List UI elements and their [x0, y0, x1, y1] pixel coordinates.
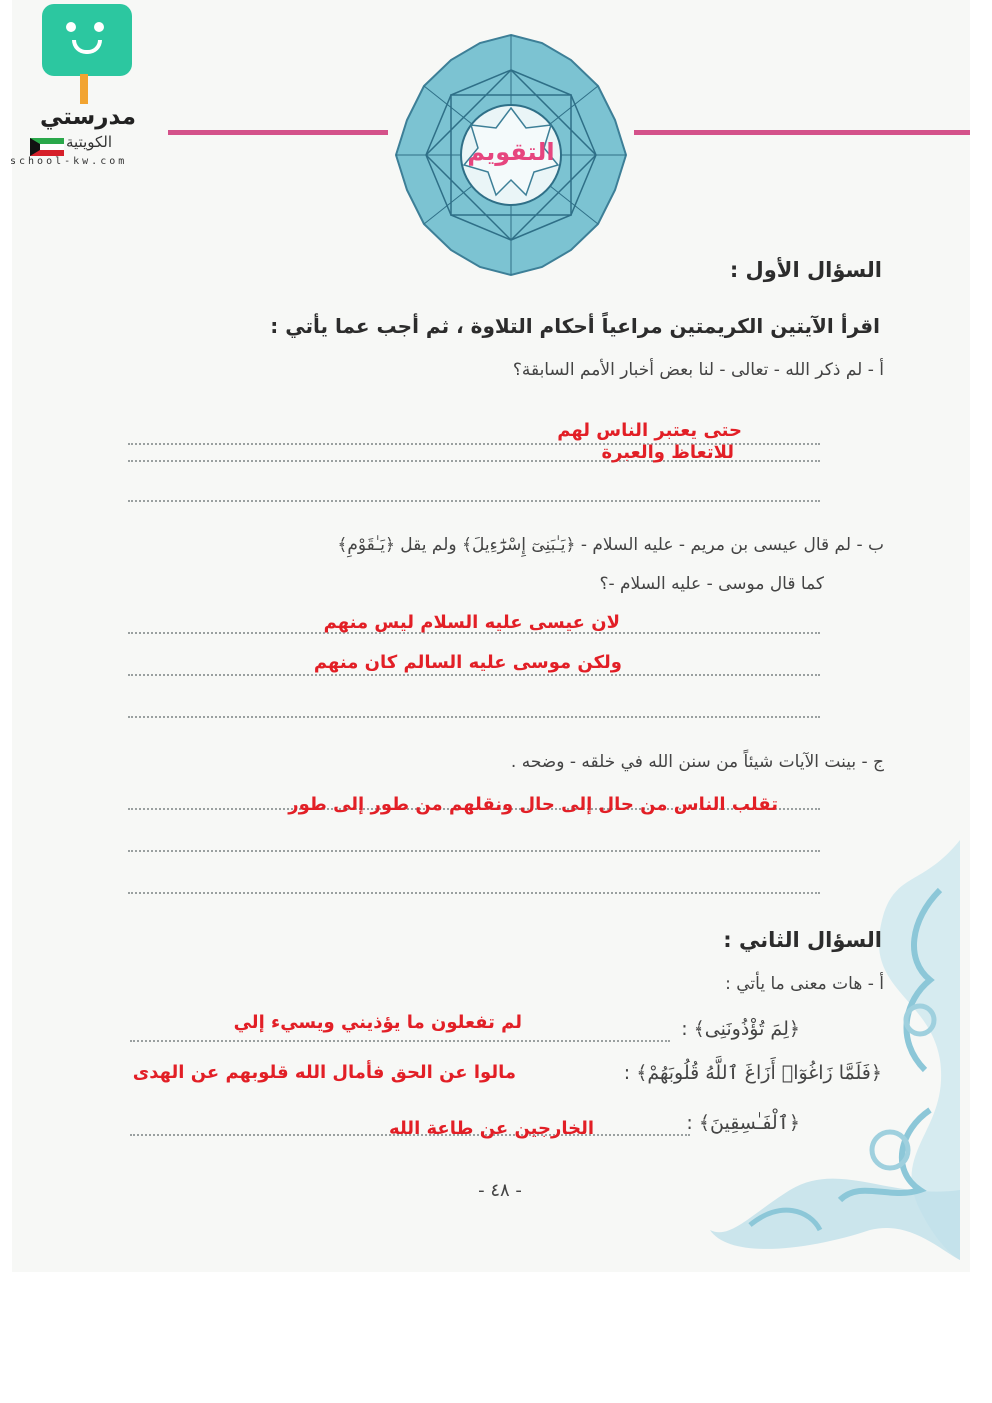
answer-text: لم تفعلون ما يؤذيني ويسيء إلي	[233, 1012, 522, 1033]
section-title: التقويم	[467, 138, 555, 166]
answer-line	[130, 1040, 670, 1042]
logo-icon	[42, 4, 132, 76]
answer-line	[128, 500, 820, 502]
question2-term1: ﴿لِمَ تُؤْذُونَنِى﴾ :	[681, 1018, 800, 1040]
answer-line	[128, 674, 820, 676]
answer-line	[128, 716, 820, 718]
question1-title: السؤال الأول :	[729, 258, 882, 282]
question1-a-text: أ - لم ذكر الله - تعالى - لنا بعض أخبار الأمم السابقة؟	[512, 360, 884, 380]
question2-title: السؤال الثاني :	[723, 928, 882, 952]
question1-b-text-line2: كما قال موسى - عليه السلام -؟	[599, 574, 824, 594]
question1-instruction: اقرأ الآيتين الكريمتين مراعياً أحكام التلاوة ، ثم أجب عما يأتي :	[270, 314, 880, 338]
answer-text: حتى يعتبر الناس لهم	[557, 420, 742, 441]
question1-b-text: ب - لم قال عيسى بن مريم - عليه السلام - ﴿يَـٰبَنِىٓ إِسْرَٰٓءِيلَ﴾ ولم يقل ﴿يَـٰقَوْمِ﴾	[337, 535, 884, 555]
question2-term2: ﴿فَلَمَّا زَاغُوٓا۟ أَزَاغَ ٱللَّهُ قُلُوبَهُمْ﴾ :	[623, 1062, 882, 1084]
answer-text: الخارجين عن طاعة الله	[389, 1118, 594, 1139]
logo-bookmark-icon	[80, 74, 88, 104]
answer-text: لان عيسى عليه السلام ليس منهم	[323, 612, 620, 633]
logo-subtitle: الكويتية	[66, 133, 113, 151]
answer-text: تقلب الناس من حال إلى حال ونقلهم من طور إلى طور	[288, 794, 778, 815]
header-line-right	[634, 130, 970, 135]
question1-c-text: ج - بينت الآيات شيئاً من سنن الله في خلقه - وضحه .	[510, 752, 884, 772]
answer-line	[128, 892, 820, 894]
answer-text: مالوا عن الحق فأمال الله قلوبهم عن الهدى	[132, 1062, 516, 1083]
logo-name: مدرستي	[39, 104, 137, 130]
page-number: - ٤٨ -	[478, 1180, 522, 1201]
kuwait-flag-icon	[30, 138, 64, 156]
corner-ornament-icon	[690, 830, 970, 1270]
question2-term3: ﴿ٱلْفَـٰسِقِينَ﴾ :	[686, 1112, 800, 1134]
answer-text: للاتعاظ والعبرة	[601, 442, 734, 463]
answer-line	[128, 850, 820, 852]
logo-url: school-kw.com	[10, 156, 128, 167]
question2-intro: أ - هات معنى ما يأتي :	[725, 974, 884, 994]
header-line-left	[168, 130, 388, 135]
answer-text: ولكن موسى عليه السالم كان منهم	[313, 652, 622, 673]
